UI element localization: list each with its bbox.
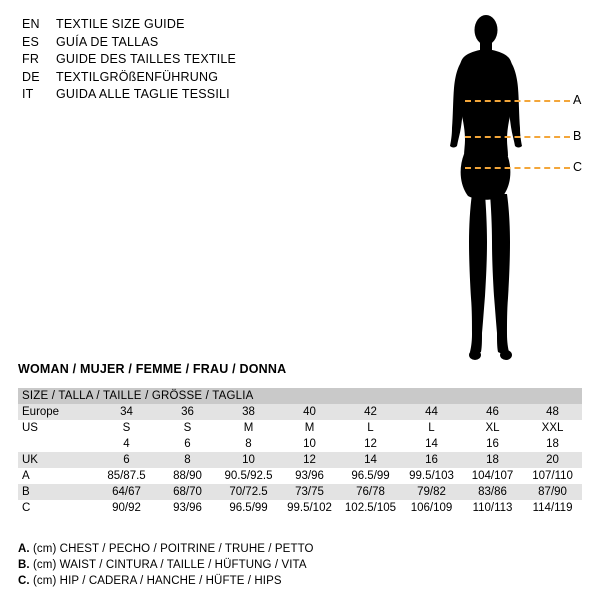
legend-row <box>18 557 578 573</box>
table-cell: 68/70 <box>173 486 202 498</box>
table-cell: S <box>183 422 192 434</box>
table-cell: XXL <box>541 422 564 434</box>
measure-line-c <box>465 167 570 169</box>
legend-text: (cm) WAIST / CINTURA / TAILLE / HÜFTUNG / VITA <box>33 559 307 571</box>
table-cell: 10 <box>242 454 255 466</box>
table-cell: 14 <box>364 454 377 466</box>
measure-line-b <box>465 136 570 138</box>
table-cell: 8 <box>184 454 191 466</box>
table-header-label: SIZE / TALLA / TAILLE / GRÖSSE / TAGLIA <box>22 390 254 402</box>
table-row <box>18 500 582 516</box>
table-row <box>18 404 582 420</box>
table-row <box>18 452 582 468</box>
legend-key: A. <box>18 543 30 555</box>
language-row <box>22 16 352 34</box>
table-cell: 16 <box>425 454 438 466</box>
table-cell: 12 <box>364 438 377 450</box>
measure-label-b: B <box>573 129 582 143</box>
legend-text: (cm) HIP / CADERA / HANCHE / HÜFTE / HIPS <box>33 575 282 587</box>
table-cell: S <box>122 422 131 434</box>
table-cell: 38 <box>242 406 255 418</box>
table-cell: 12 <box>303 454 316 466</box>
language-title-block <box>22 16 352 104</box>
table-cell: 106/109 <box>410 502 453 514</box>
table-cell: 93/96 <box>173 502 202 514</box>
table-cell: 34 <box>120 406 133 418</box>
language-title: GUÍA DE TALLAS <box>56 34 159 49</box>
table-cell: 4 <box>123 438 130 450</box>
measure-line-a <box>465 100 570 102</box>
table-cell: 85/87.5 <box>107 470 146 482</box>
legend-key: C. <box>18 575 30 587</box>
table-cell: 73/75 <box>295 486 324 498</box>
language-code: FR <box>22 52 40 66</box>
section-caption: WOMAN / MUJER / FEMME / FRAU / DONNA <box>18 362 287 376</box>
language-row <box>22 86 352 104</box>
table-cell: 16 <box>486 438 499 450</box>
table-cell: XL <box>485 422 500 434</box>
table-cell: 110/113 <box>472 502 513 514</box>
table-cell: 99.5/103 <box>409 470 454 482</box>
row-label: C <box>22 502 31 514</box>
table-cell: 20 <box>546 454 559 466</box>
table-cell: 83/86 <box>478 486 507 498</box>
table-cell: M <box>243 422 254 434</box>
measure-label-a: A <box>573 93 582 107</box>
table-cell: 70/72.5 <box>229 486 268 498</box>
row-label: UK <box>22 454 38 466</box>
language-row <box>22 69 352 87</box>
language-row <box>22 34 352 52</box>
table-cell: 18 <box>546 438 559 450</box>
table-cell: 6 <box>184 438 191 450</box>
language-code: IT <box>22 87 34 101</box>
table-row <box>18 468 582 484</box>
row-label <box>18 436 96 452</box>
table-row <box>18 436 582 452</box>
table-cell: 93/96 <box>295 470 324 482</box>
row-label: B <box>22 486 30 498</box>
table-cell: 96.5/99 <box>351 470 390 482</box>
language-row <box>22 51 352 69</box>
table-cell: 96.5/99 <box>229 502 268 514</box>
table-cell: 87/90 <box>538 486 567 498</box>
row-label: US <box>22 422 38 434</box>
language-title: GUIDA ALLE TAGLIE TESSILI <box>56 87 230 101</box>
legend-row <box>18 541 578 557</box>
table-cell: 48 <box>546 406 559 418</box>
table-cell: 104/107 <box>471 470 514 482</box>
table-row <box>18 420 582 436</box>
legend-text: (cm) CHEST / PECHO / POITRINE / TRUHE / PETTO <box>33 543 314 555</box>
table-cell: 14 <box>425 438 438 450</box>
table-cell: 18 <box>486 454 499 466</box>
measure-label-c: C <box>573 160 583 174</box>
legend-key: B. <box>18 559 30 571</box>
language-code: EN <box>22 17 40 31</box>
table-cell: M <box>304 422 315 434</box>
table-cell: 8 <box>245 438 252 450</box>
table-cell: 99.5/102 <box>287 502 332 514</box>
table-row <box>18 484 582 500</box>
table-cell: 44 <box>425 406 438 418</box>
female-silhouette-icon <box>420 8 590 378</box>
language-title: TEXTILGRÖßENFÜHRUNG <box>56 69 219 84</box>
table-cell: 6 <box>123 454 130 466</box>
table-cell: 42 <box>364 406 377 418</box>
size-table <box>18 388 582 516</box>
legend-row <box>18 573 578 589</box>
table-cell: 76/78 <box>356 486 385 498</box>
table-cell: L <box>428 422 435 434</box>
table-cell: 64/67 <box>112 486 141 498</box>
row-label: Europe <box>22 406 60 418</box>
table-cell: 107/110 <box>532 470 573 482</box>
female-body-figure <box>420 8 590 378</box>
language-title: GUIDE DES TAILLES TEXTILE <box>56 52 237 66</box>
language-title: TEXTILE SIZE GUIDE <box>56 17 185 31</box>
table-cell: 79/82 <box>417 486 446 498</box>
table-cell: 88/90 <box>173 470 202 482</box>
table-header-row <box>18 388 582 404</box>
table-cell: L <box>367 422 374 434</box>
table-cell: 90.5/92.5 <box>224 470 273 482</box>
table-cell: 90/92 <box>112 502 141 514</box>
table-cell: 114/119 <box>532 502 573 514</box>
language-code: ES <box>22 34 40 49</box>
table-cell: 40 <box>303 406 316 418</box>
measurement-legend <box>18 541 578 589</box>
table-cell: 102.5/105 <box>344 502 397 514</box>
language-code: DE <box>22 69 40 84</box>
table-cell: 46 <box>486 406 499 418</box>
table-cell: 10 <box>303 438 316 450</box>
row-label: A <box>22 470 30 482</box>
table-cell: 36 <box>181 406 194 418</box>
